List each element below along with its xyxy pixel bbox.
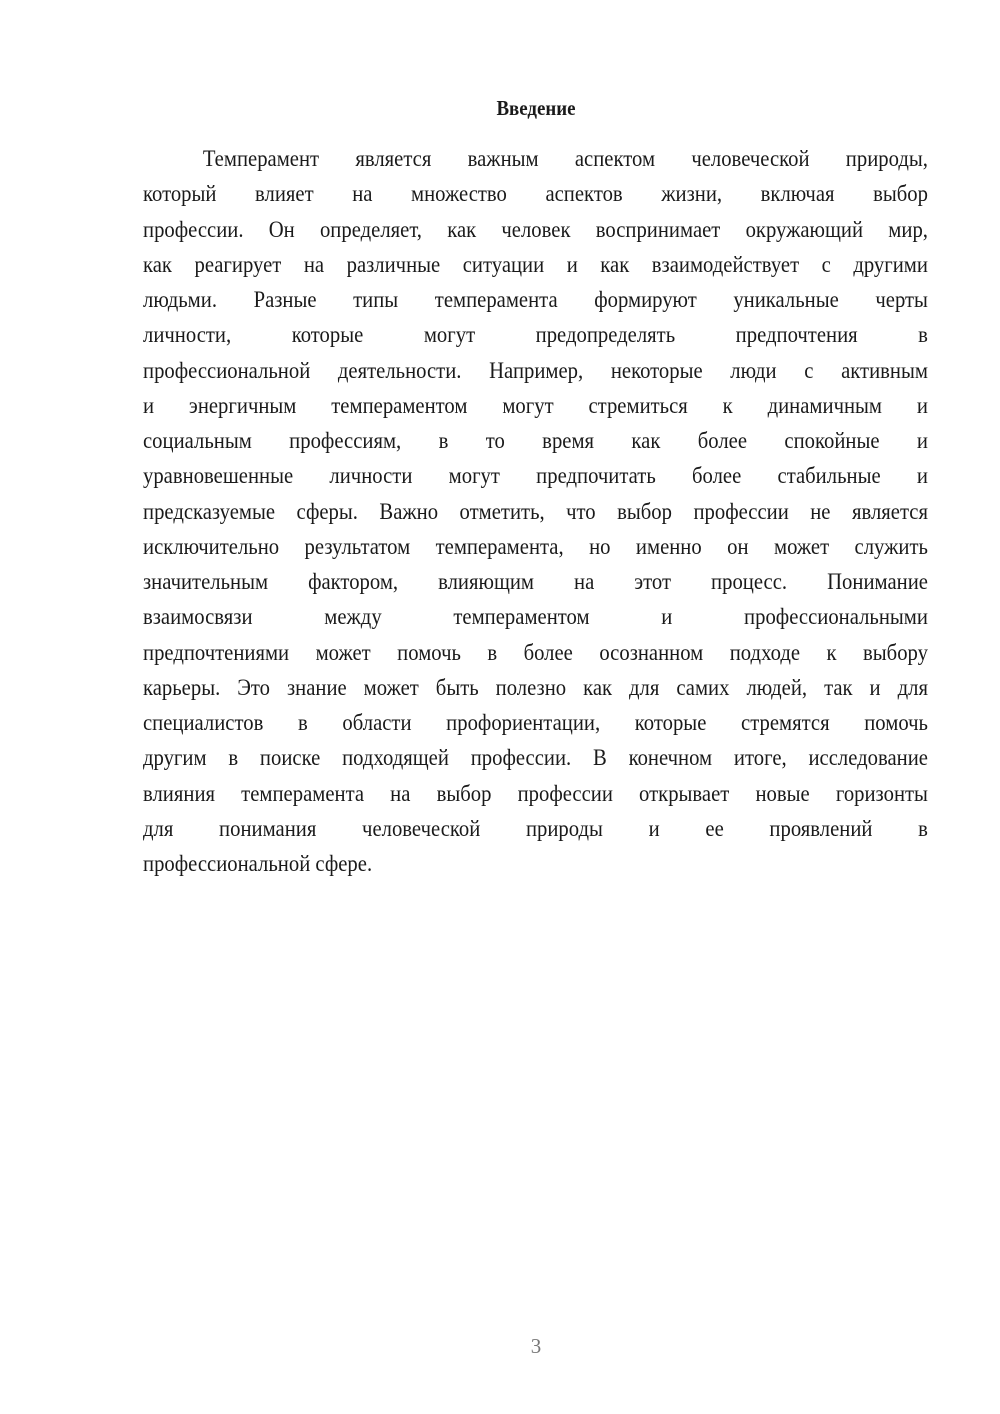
paragraph-line: другим в поиске подходящей профессии. В конечном итоге, исследование [143,745,928,772]
paragraph-line: профессиональной деятельности. Например, некоторые люди с активным [143,357,928,384]
paragraph-line: Темперамент является важным аспектом человеческой природы, [202,146,928,172]
paragraph-line: профессиональной сфере. [143,851,373,877]
paragraph [143,142,928,882]
paragraph-line: и энергичным темпераментом могут стремиться к динамичным и [143,392,928,419]
paragraph-line: исключительно результатом темперамента, но именно он может служить [143,533,928,560]
paragraph-line: уравновешенные личности могут предпочитать более стабильные и [143,463,928,490]
paragraph-line: предсказуемые сферы. Важно отметить, что выбор профессии не является [143,498,928,525]
paragraph-line: влияния темперамента на выбор профессии открывает новые горизонты [143,780,928,807]
paragraph-line: предпочтениями может помочь в более осознанном подходе к выбору [143,639,928,666]
paragraph-line: социальным профессиям, в то время как более спокойные и [143,428,928,454]
paragraph-line: как реагирует на различные ситуации и как взаимодействует с другими [143,251,928,278]
paragraph-line: взаимосвязи между темпераментом и профессиональными [143,604,928,631]
paragraph-line: для понимания человеческой природы и ее проявлений в [143,815,928,842]
paragraph-line: людьми. Разные типы темперамента формируют уникальные черты [143,287,928,313]
paragraph-line: значительным фактором, влияющим на этот процесс. Понимание [143,569,928,595]
paragraph-line: карьеры. Это знание может быть полезно как для самих людей, так и для [143,674,928,701]
paragraph-line: специалистов в области профориентации, которые стремятся помочь [143,710,928,736]
section-heading: Введение [496,96,576,120]
paragraph-line: личности, которые могут предопределять предпочтения в [143,322,928,349]
paragraph-line: который влияет на множество аспектов жизни, включая выбор [143,181,928,208]
page-number: 3 [530,1334,542,1358]
paragraph-line: профессии. Он определяет, как человек воспринимает окружающий мир, [143,216,928,243]
